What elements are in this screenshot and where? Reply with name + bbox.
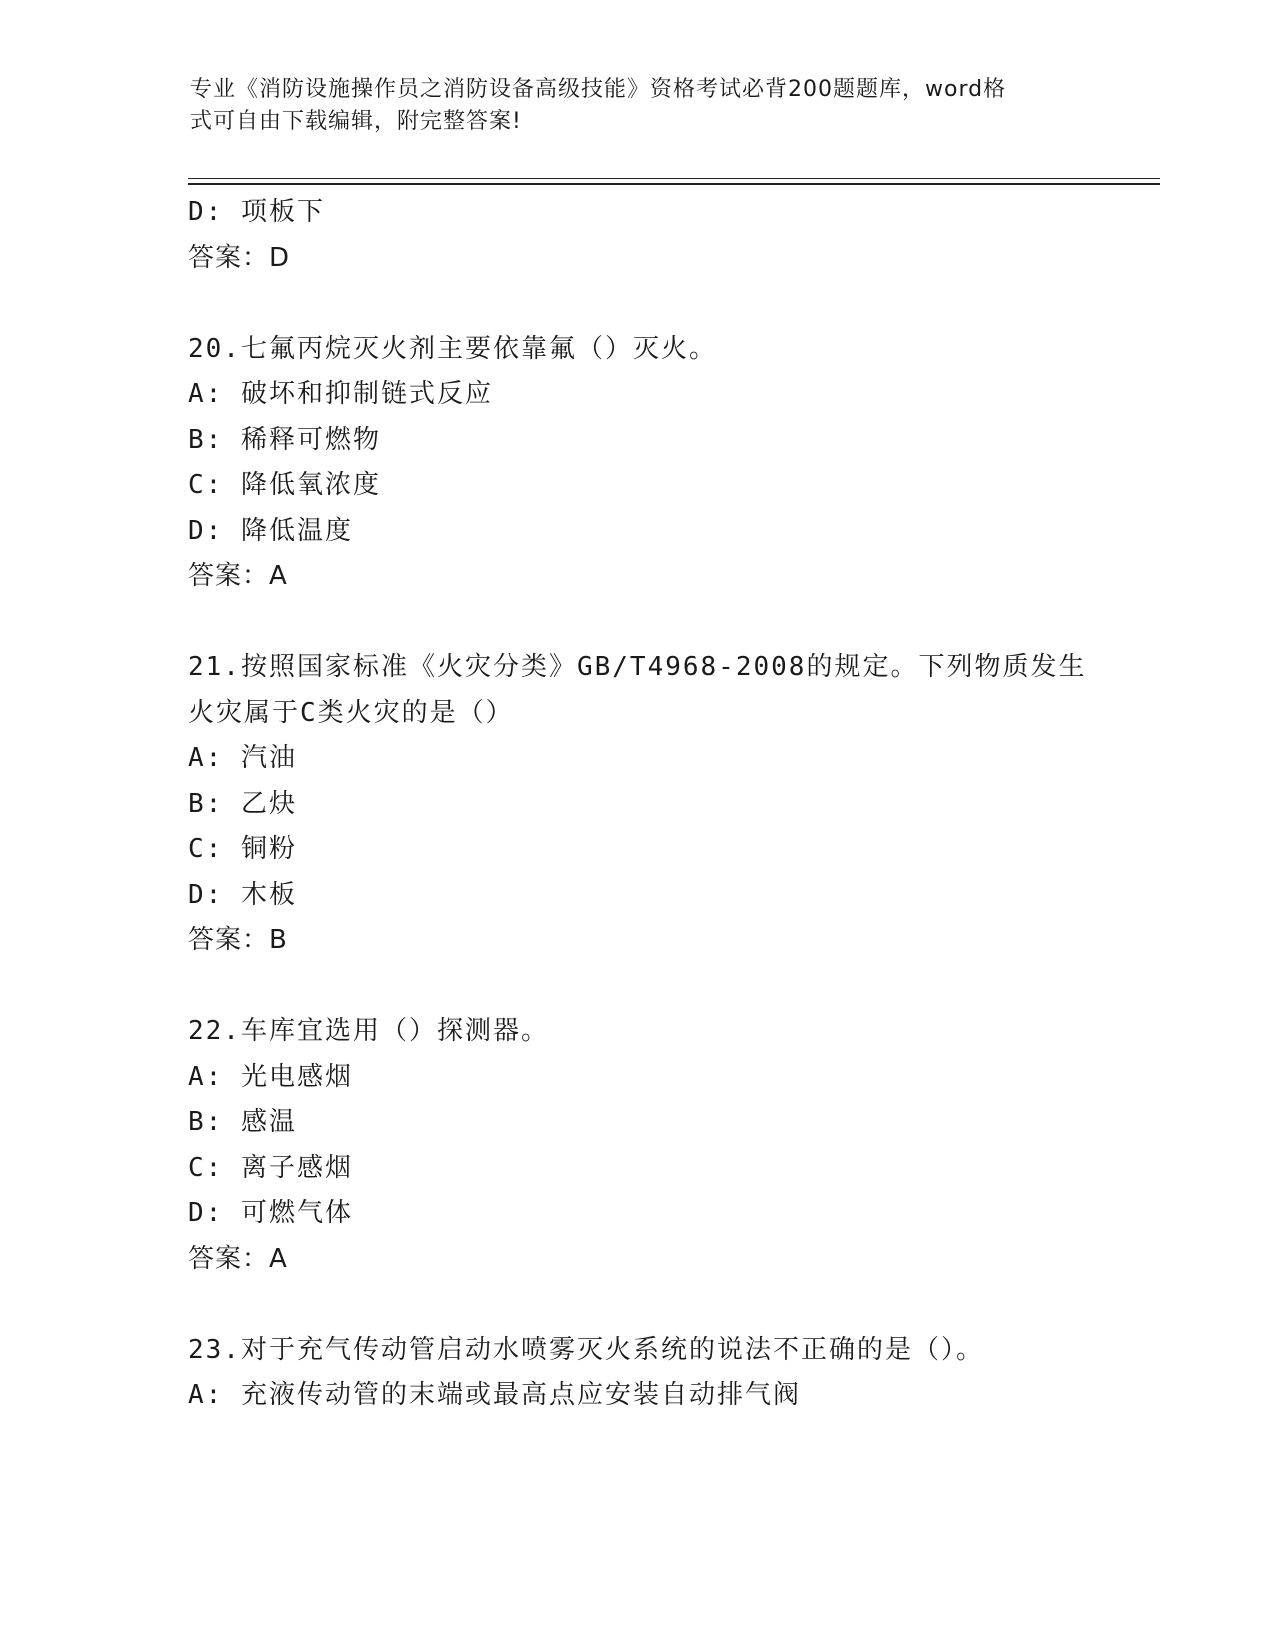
q22-stem: 22.车库宜选用（）探测器。 [188,1016,549,1046]
q21-option-a: A: 汽油 [188,743,297,773]
spacer [188,600,1088,646]
q21-option-b: B: 乙炔 [188,788,297,819]
q22-option-a: A: 光电感烟 [188,1061,353,1092]
header-rule-thin [188,178,1160,179]
q21-answer: 答案：B [188,925,288,955]
q23-stem: 23.对于充气传动管启动水喷雾灭火系统的说法不正确的是（）。 [188,1334,984,1365]
q20-option-b: B: 稀释可燃物 [188,424,381,455]
header-line-2: 式可自由下载编辑，附完整答案! [190,109,522,134]
spacer [188,281,1088,327]
q23-option-a: A: 充液传动管的末端或最高点应安装自动排气阀 [188,1380,801,1410]
q20-option-d: D: 降低温度 [188,515,353,546]
q21-option-c: C: 铜粉 [188,834,297,864]
q20-answer: 答案：A [188,561,288,591]
q20-option-a: A: 破坏和抑制链式反应 [188,379,493,409]
q19-answer: 答案：D [188,242,291,273]
spacer [188,1282,1088,1328]
q22-option-b: B: 感温 [188,1107,297,1137]
q21-option-d: D: 木板 [188,879,297,910]
question-list [188,190,1088,1419]
q22-option-c: C: 离子感烟 [188,1152,353,1183]
spacer [188,964,1088,1010]
document-header [190,74,1070,138]
header-line-1: 专业《消防设施操作员之消防设备高级技能》资格考试必背200题题库，word格 [190,77,1007,102]
header-rule-thick [188,183,1160,185]
q20-option-c: C: 降低氧浓度 [188,470,381,500]
q20-stem: 20.七氟丙烷灭火剂主要依靠氟（）灭火。 [188,333,717,364]
q21-stem-line-1: 21.按照国家标准《火灾分类》GB/T4968-2008的规定。下列物质发生 [188,652,1087,682]
q22-option-d: D: 可燃气体 [188,1198,353,1228]
q21-stem-line-2: 火灾属于C类火灾的是（） [188,697,514,728]
q22-answer: 答案：A [188,1243,288,1274]
q19-option-d: D: 项板下 [188,197,325,227]
